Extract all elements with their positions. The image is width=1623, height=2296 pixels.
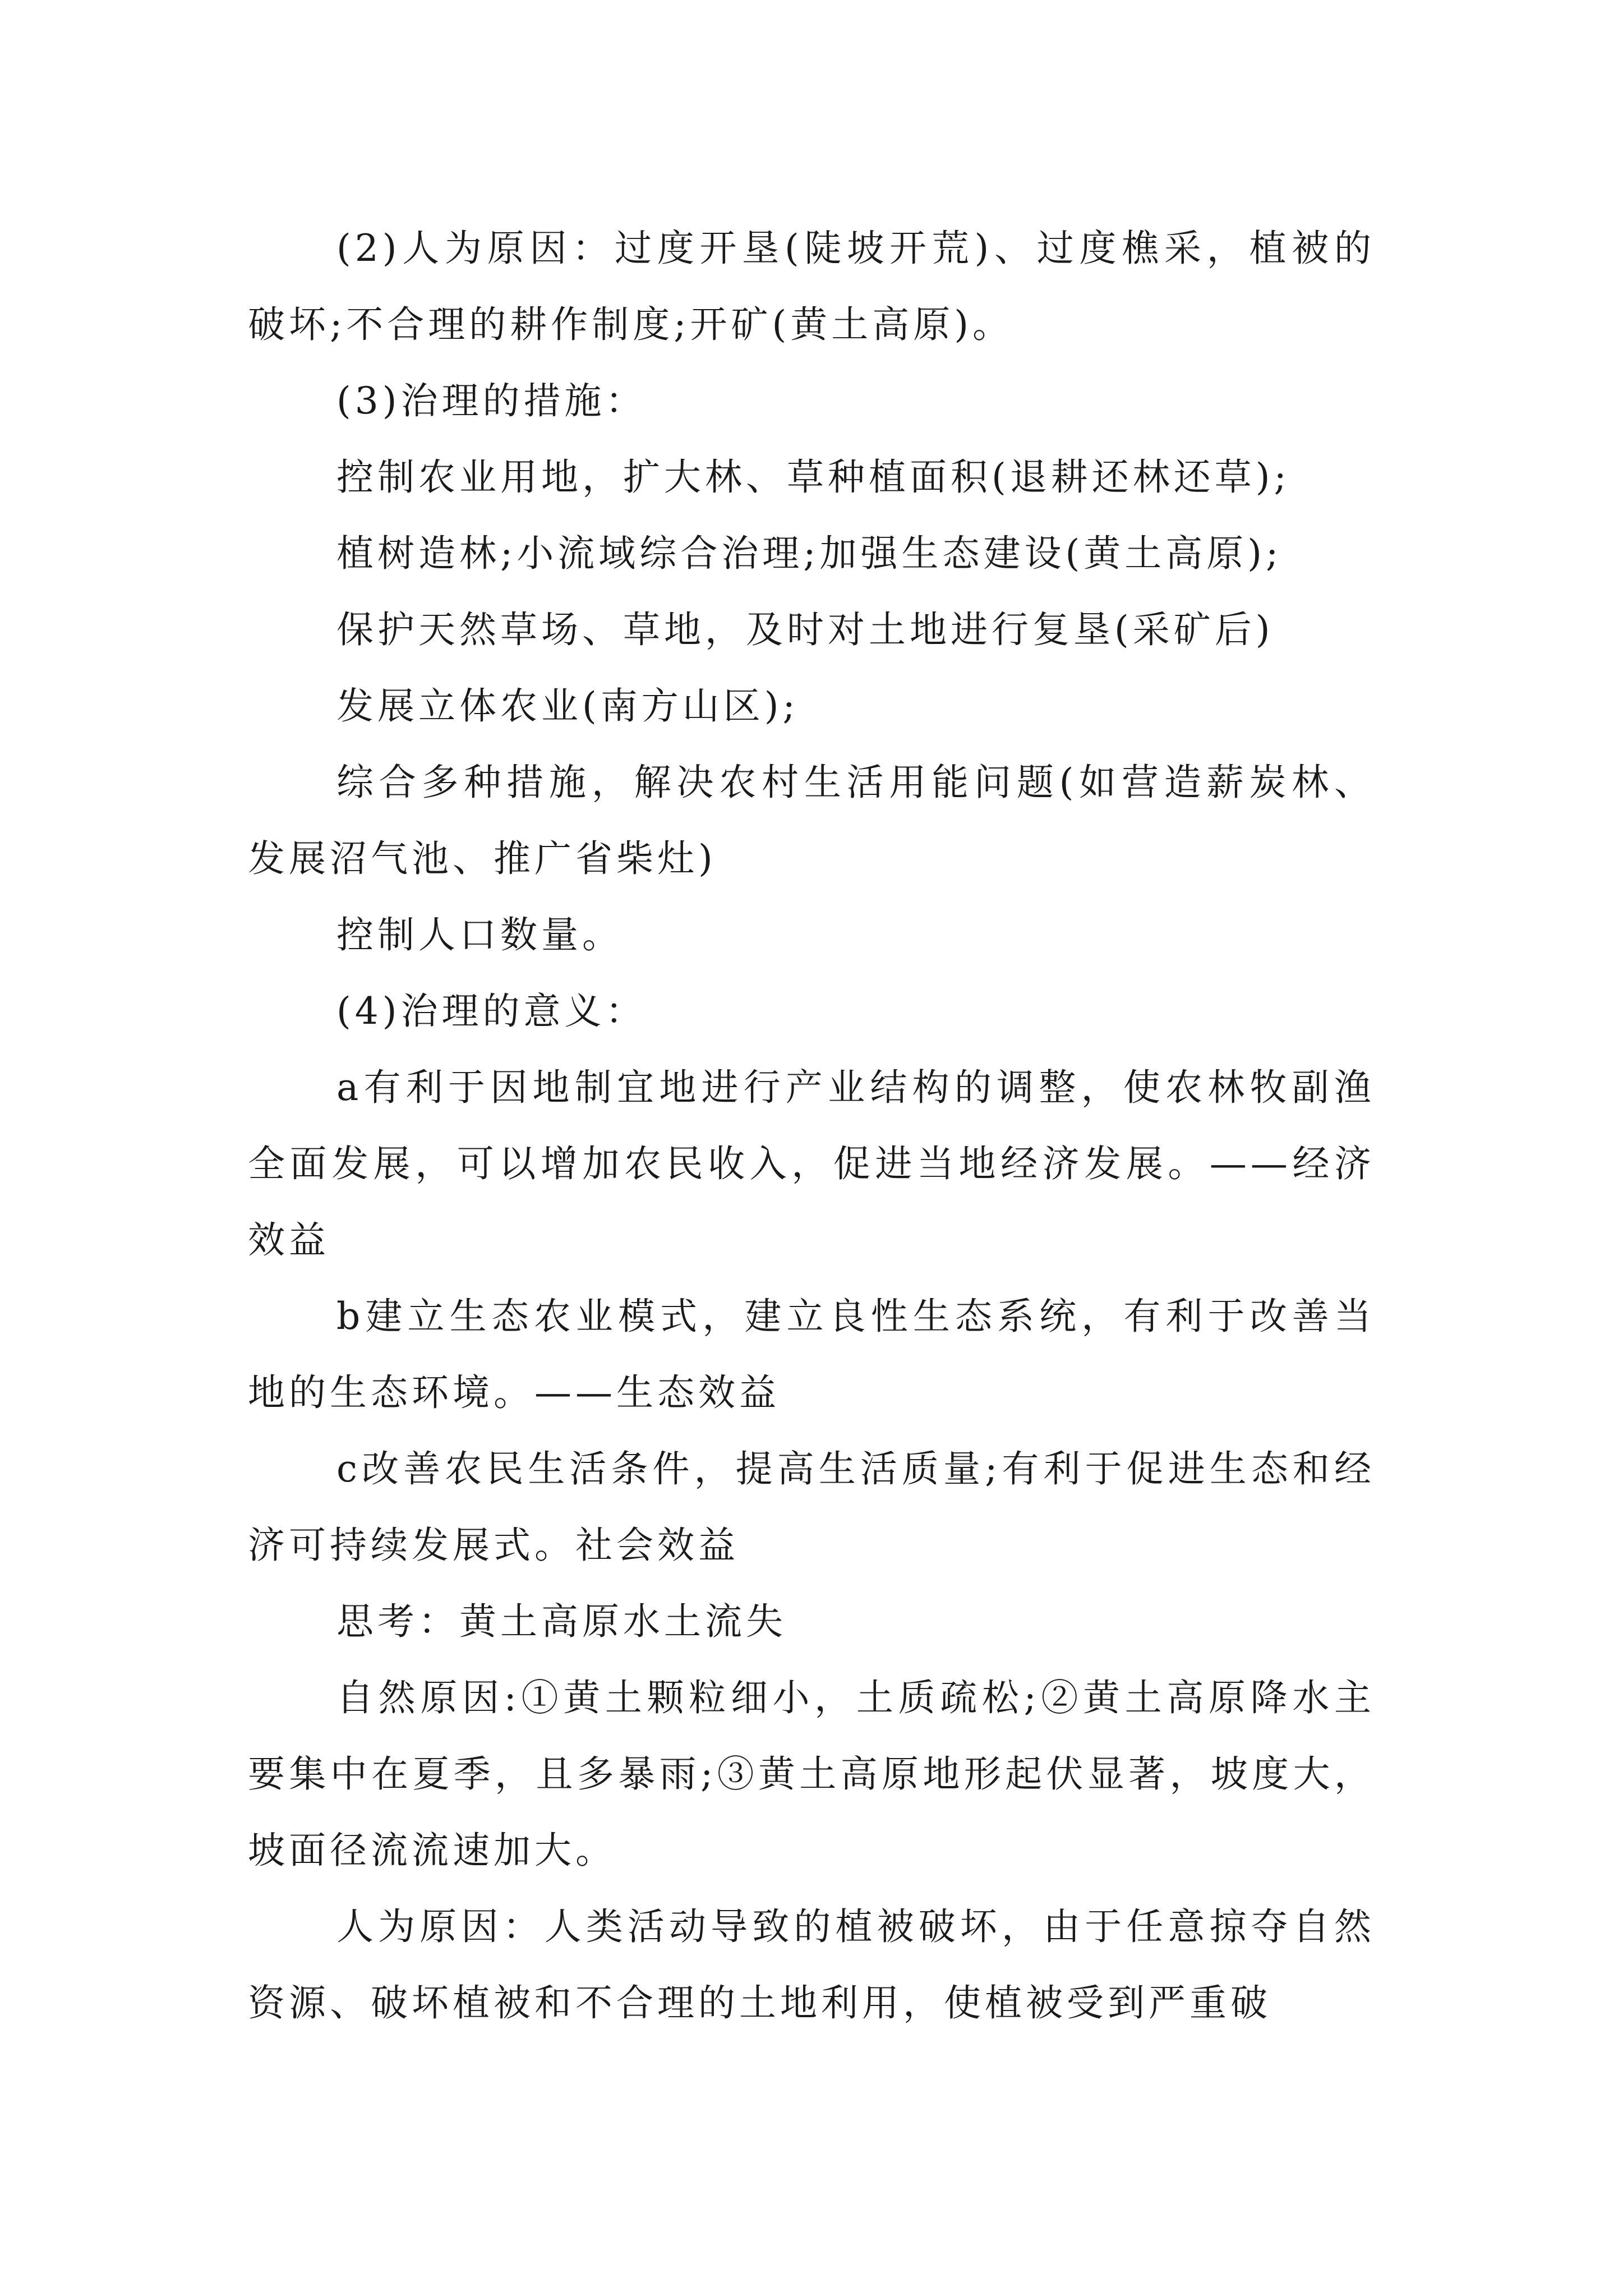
paragraph-human-activity-causes: 人为原因：人类活动导致的植被破坏，由于任意掠夺自然资源、破坏植被和不合理的土地利用，使植被受到严重破 xyxy=(248,1905,1375,2024)
paragraph-measure-energy: 综合多种措施，解决农村生活用能问题(如营造薪炭林、发展沼气池、推广省柴灶) xyxy=(248,761,1375,880)
paragraph-natural-causes: 自然原因:①黄土颗粒细小，土质疏松;②黄土高原降水主要集中在夏季，且多暴雨;③黄土高原地形起伏显著，坡度大，坡面径流流速加大。 xyxy=(248,1676,1375,1872)
paragraph-significance-heading: (4)治理的意义： xyxy=(336,990,647,1033)
paragraph-human-causes: (2)人为原因：过度开垦(陡坡开荒)、过度樵采，植被的破坏;不合理的耕作制度;开矿(黄土高原)。 xyxy=(248,227,1375,346)
paragraph-measure-agriculture: 发展立体农业(南方山区); xyxy=(336,684,799,728)
paragraph-ecological-benefit: b建立生态农业模式，建立良性生态系统，有利于改善当地的生态环境。——生态效益 xyxy=(248,1295,1375,1414)
paragraph-measure-afforestation: 植树造林;小流域综合治理;加强生态建设(黄土高原); xyxy=(336,532,1283,575)
paragraph-measure-population: 控制人口数量。 xyxy=(336,913,623,956)
paragraph-measure-farmland: 控制农业用地，扩大林、草种植面积(退耕还林还草); xyxy=(336,455,1290,499)
document-body xyxy=(248,210,1375,2041)
paragraph-social-benefit: c改善农民生活条件，提高生活质量;有利于促进生态和经济可持续发展式。社会效益 xyxy=(248,1447,1375,1567)
paragraph-thinking-heading: 思考：黄土高原水土流失 xyxy=(336,1600,787,1643)
paragraph-economic-benefit: a有利于因地制宜地进行产业结构的调整，使农林牧副渔全面发展，可以增加农民收入，促进当地经济发展。——经济效益 xyxy=(248,1066,1375,1262)
paragraph-measures-heading: (3)治理的措施： xyxy=(336,379,647,422)
paragraph-measure-grassland: 保护天然草场、草地，及时对土地进行复垦(采矿后) xyxy=(336,608,1274,651)
